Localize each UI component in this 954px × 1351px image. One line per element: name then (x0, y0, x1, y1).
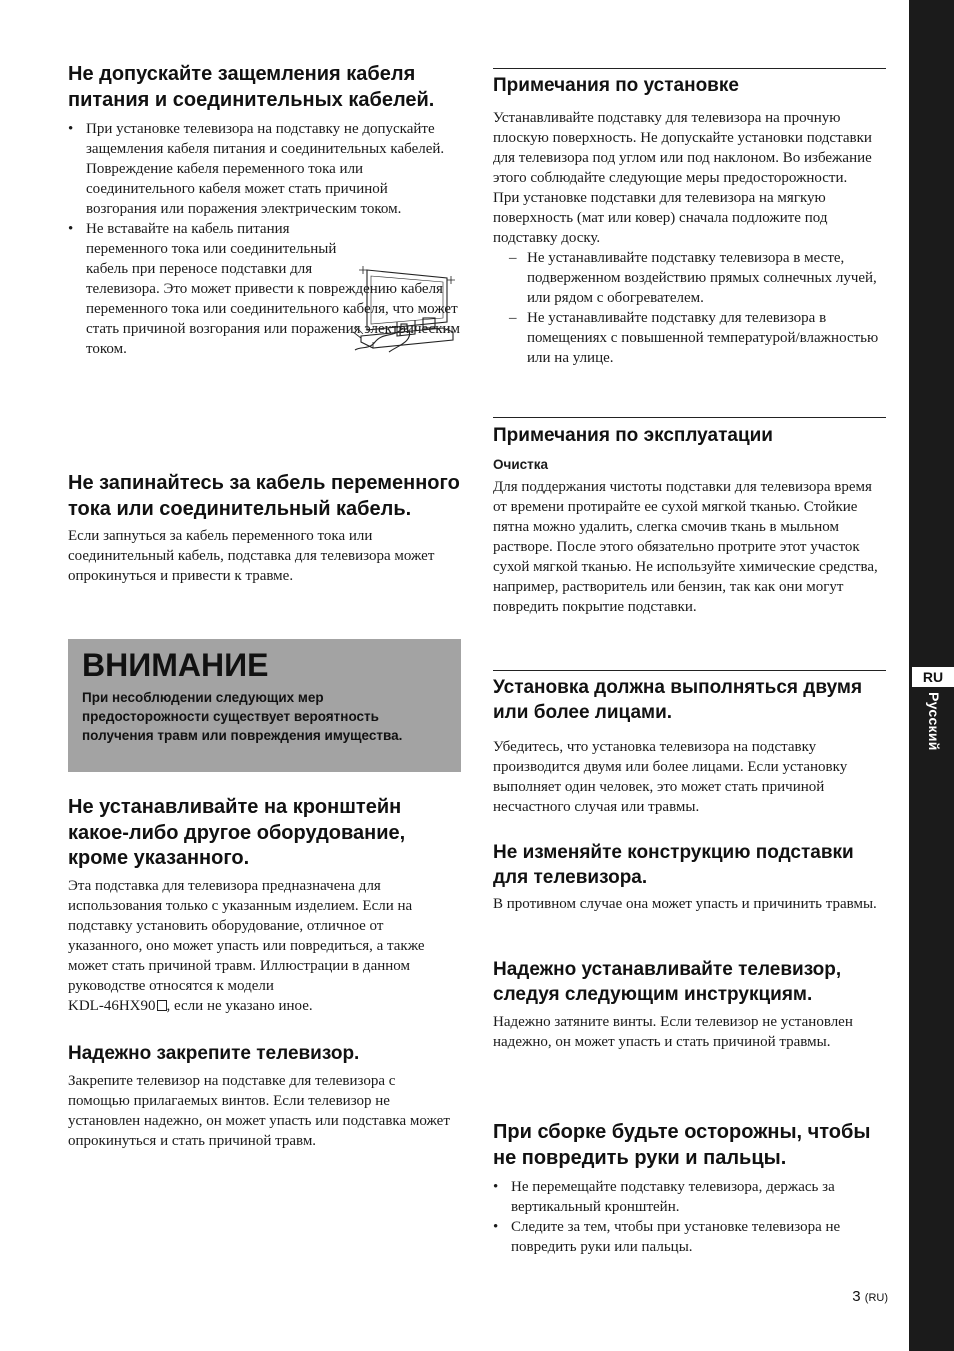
subsection-title: Очистка (493, 457, 549, 472)
list-item: • Следите за тем, чтобы при установке телевизора не повредить руки или пальцы. (493, 1217, 886, 1257)
section-secure-tv (68, 1041, 461, 1151)
section-tripping (68, 471, 461, 586)
section-body: Закрепите телевизор на подставке для телевизора с помощью прилагаемых винтов. Если телевизор не установлен надежно, он может упасть или подставка может опрокинуться и стать причиной травм. (68, 1073, 450, 1149)
section-body: Для поддержания чистоты подставки для телевизора время от времени протирайте ее сухой мягкой тканью. Стойкие пятна можно удалить, слегка смочив ткань в мыльном растворе. После этого обязательно протрите этот участок сухой мягкой тканью. Не используйте химические средства, например, растворитель или бензин, так как они могут повредить покрытие подставки. (493, 479, 878, 615)
list-item: • Не перемещайте подставку телевизора, держась за вертикальный кронштейн. (493, 1177, 886, 1217)
square-placeholder-icon (157, 1000, 167, 1011)
warning-box (68, 639, 461, 772)
section-body-text: Эта подставка для телевизора предназначена для использования только с указанным изделием. Если на подставку установить оборудование, отличное от указанного, оно может упасть или повредиться, а также может стать причиной травм. Иллюстрации в данном руководстве относятся к модели (68, 877, 425, 994)
list-item-wrapped-text: • Не вставайте на кабель питания переменного тока или соединительный кабель при переносе подставки для (86, 221, 337, 277)
section-paragraph: При установке подставки для телевизора на мягкую поверхность (мат или ковер) сначала подложите под подставку доску. (493, 190, 828, 246)
section-install-instructions (493, 957, 886, 1052)
section-title: Не устанавливайте на кронштейн какое-либо другое оборудование, кроме указанного. (68, 796, 406, 869)
section-title: Не запинайтесь за кабель переменного тока или соединительный кабель. (68, 472, 460, 520)
section-no-modification (493, 840, 886, 914)
section-paragraph: Устанавливайте подставку для телевизора на прочную плоскую поверхность. Не допускайте установки подставки для телевизора под углом или под наклоном. Во избежание этого соблюдайте следующие меры предосторожности. (493, 110, 872, 186)
page-number-value: 3 (852, 1288, 861, 1305)
list-item-rest-text: телевизора. Это может привести к повреждению кабеля переменного тока или соединительного кабеля, что может стать причиной возгорания или поражения электрическим током. (86, 281, 460, 357)
page-number-suffix: (RU) (864, 1292, 888, 1304)
list-item: – Не устанавливайте подставку для телевизора в помещениях с повышенной температурой/влажностью или на улице. (509, 308, 886, 368)
section-body: В противном случае она может упасть и причинить травмы. (493, 896, 877, 912)
section-title: Примечания по установке (493, 75, 739, 96)
list-item: – Не устанавливайте подставку телевизора в месте, подверженном воздействию прямых солнечных лучей, или рядом с обогревателем. (509, 248, 886, 308)
section-title: При сборке будьте осторожны, чтобы не повредить руки и пальцы. (493, 1121, 871, 1169)
section-body: Убедитесь, что установка телевизора на подставку производится двумя или более лицами. Если установку выполняет один человек, это может стать причиной несчастного случая или травмы. (493, 739, 848, 815)
section-title: Установка должна выполняться двумя или более лицами. (493, 677, 863, 723)
section-hand-safety (493, 1120, 886, 1257)
warning-title: ВНИМАНИЕ (82, 647, 269, 683)
section-title: Не допускайте защемления кабеля питания и соединительных кабелей. (68, 63, 435, 111)
section-title: Надежно закрепите телевизор. (68, 1043, 360, 1064)
tv-stand-cable-illustration (353, 262, 461, 354)
page-number (820, 1288, 888, 1305)
section-body-tail: , если не указано иное. (166, 997, 313, 1014)
section-installation-notes (493, 68, 886, 368)
language-badge: RU (912, 667, 954, 687)
section-two-people (493, 670, 886, 817)
section-body: Если запнуться за кабель переменного тока или соединительный кабель, подставка для телевизора может опрокинуться и привести к травме. (68, 528, 435, 584)
section-title: Не изменяйте конструкцию подставки для телевизора. (493, 842, 854, 888)
section-title: Примечания по эксплуатации (493, 425, 773, 446)
section-body (68, 876, 461, 1016)
list-item: • При установке телевизора на подставку не допускайте защемления кабеля питания и соединительных кабелей. Повреждение кабеля переменного тока или соединительного кабеля может стать причиной возгорания или поражения электрическим током. (68, 119, 461, 219)
section-no-other-equipment (68, 795, 461, 1016)
model-number: KDL-46HX90 (68, 997, 156, 1014)
warning-text: При несоблюдении следующих мер предосторожности существует вероятность получения травм или повреждения имущества. (82, 690, 403, 743)
section-operation-notes (493, 417, 886, 617)
bullet-list (493, 1177, 886, 1257)
section-title: Надежно устанавливайте телевизор, следуя следующим инструкциям. (493, 959, 842, 1005)
language-label: Русский (926, 692, 942, 751)
dash-list (493, 248, 886, 368)
section-body: Надежно затяните винты. Если телевизор не установлен надежно, он может упасть и стать причиной травмы. (493, 1014, 853, 1050)
